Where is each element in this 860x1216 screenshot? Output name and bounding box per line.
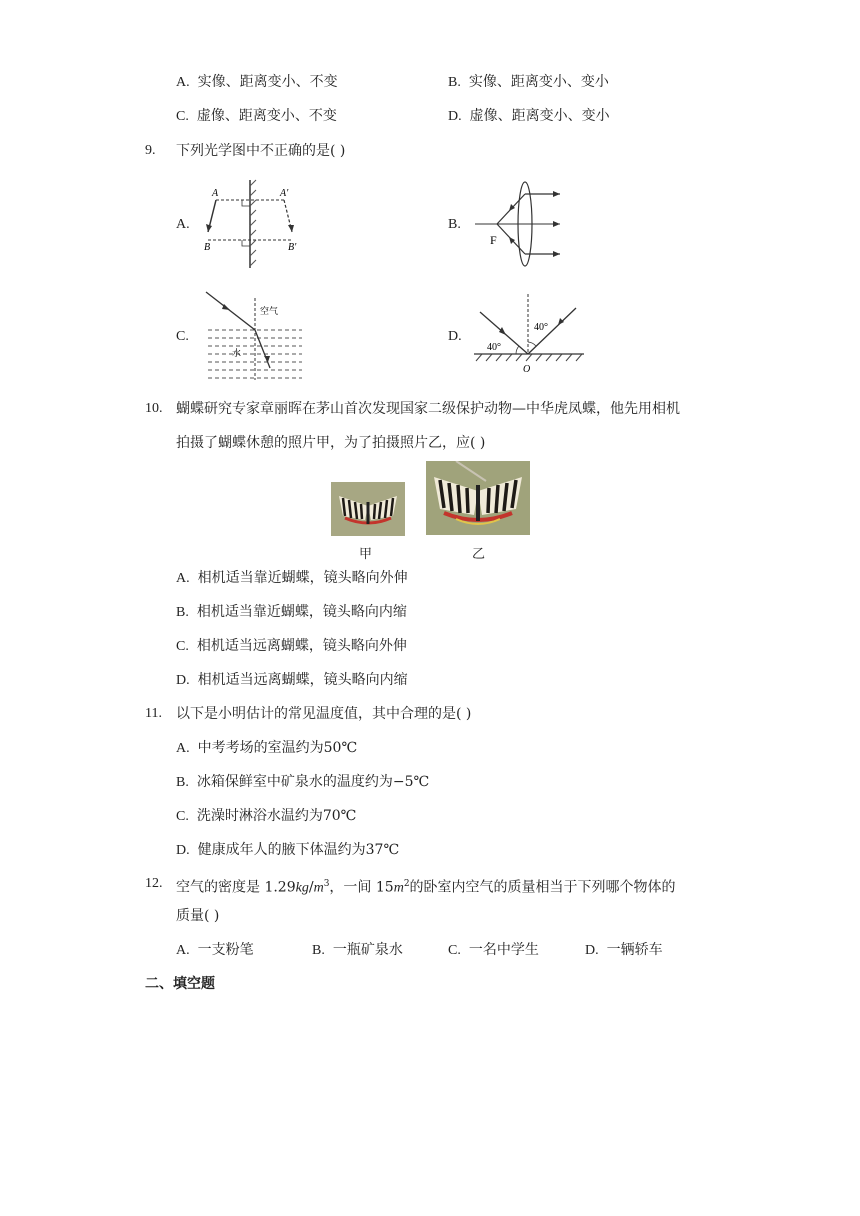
question-stem-line1: [176, 874, 676, 899]
option-text: 实像、距离变小、变小: [468, 74, 609, 90]
q8-option-c: [176, 106, 337, 127]
butterfly-photo-jia: [331, 482, 405, 536]
option-text: 一名中学生: [468, 942, 539, 958]
photo-caption-jia: 甲: [359, 547, 373, 562]
butterfly-photo-yi: [426, 461, 530, 535]
option-label: B.: [312, 943, 325, 958]
option-label: A.: [176, 741, 190, 756]
label-a: A: [212, 188, 219, 199]
q8-option-b: [448, 72, 609, 93]
question-number: 9.: [145, 143, 156, 158]
q12-option-c: [448, 940, 539, 961]
option-label: C.: [176, 639, 189, 654]
q12-option-b: [312, 940, 403, 961]
q10-option-c: [176, 636, 407, 657]
label-air: 空气: [260, 306, 279, 316]
section-title: 二、填空题: [145, 976, 215, 992]
label-f: F: [490, 233, 497, 247]
option-text: 相机适当靠近蝴蝶，镜头略向内缩: [196, 604, 407, 620]
label-angle-incident: 40°: [487, 342, 501, 353]
option-text: 冰箱保鲜室中矿泉水的温度约为−5℃: [196, 774, 430, 790]
unit-m: m: [393, 880, 404, 896]
option-text: 相机适当远离蝴蝶，镜头略向内缩: [197, 672, 408, 688]
option-text: 中考考场的室温约为50℃: [197, 740, 358, 756]
option-text: 一辆轿车: [606, 942, 663, 958]
q8-option-a: [176, 72, 338, 93]
option-label: C.: [176, 809, 189, 824]
q9-option-d-label: [448, 326, 470, 347]
q10-option-a: [176, 568, 408, 589]
question-stem-line1: 蝴蝶研究专家章丽晖在茅山首次发现国家二级保护动物—中华虎凤蝶，他先用相机: [176, 401, 680, 417]
option-label: D.: [585, 943, 599, 958]
question-stem: 以下是小明估计的常见温度值，其中合理的是( ): [176, 706, 472, 722]
unit-slash: /: [308, 879, 314, 896]
label-a-prime: A': [280, 188, 289, 199]
photo-caption-yi: 乙: [472, 547, 486, 562]
stem-part: 的卧室内空气的质量相当于下列哪个物体的: [409, 879, 676, 896]
label-angle-reflected: 40°: [534, 322, 548, 333]
unit-kg: kg: [295, 880, 309, 896]
label-o: O: [523, 364, 531, 375]
option-text: 虚像、距离变小、变小: [469, 108, 610, 124]
q9-option-b-label: [448, 214, 469, 235]
question-stem-line2: 拍摄了蝴蝶休憩的照片甲，为了拍摄照片乙，应( ): [176, 435, 486, 451]
option-label: D.: [448, 109, 462, 124]
q12-option-d: [585, 940, 663, 961]
refraction-diagram: [200, 288, 305, 384]
option-label: D.: [176, 673, 190, 688]
option-label: C.: [176, 329, 189, 344]
option-label: D.: [448, 329, 462, 344]
option-text: 虚像、距离变小、不变: [196, 108, 337, 124]
option-text: 实像、距离变小、不变: [197, 74, 338, 90]
question-number: 11.: [145, 706, 162, 721]
convex-lens-diagram: [475, 180, 565, 270]
option-label: C.: [448, 943, 461, 958]
option-label: A.: [176, 571, 190, 586]
q10-option-d: [176, 670, 408, 691]
option-text: 相机适当靠近蝴蝶，镜头略向外伸: [197, 570, 408, 586]
q11-option-a: [176, 738, 357, 759]
question-stem-line2: 质量( ): [176, 908, 220, 924]
question-stem: 下列光学图中不正确的是( ): [176, 143, 346, 159]
q11-option-b: [176, 772, 429, 793]
option-text: 一瓶矿泉水: [332, 942, 403, 958]
option-text: 一支粉笔: [197, 942, 254, 958]
option-label: A.: [176, 217, 190, 232]
option-label: B.: [448, 75, 461, 90]
q8-option-d: [448, 106, 610, 127]
option-label: B.: [176, 605, 189, 620]
plane-mirror-diagram: [198, 178, 308, 270]
stem-part: 空气的密度是 1.29: [176, 879, 296, 896]
label-water: 水: [232, 348, 242, 358]
option-label: C.: [176, 109, 189, 124]
q9-option-a-label: [176, 214, 198, 235]
label-b-prime: B': [288, 242, 297, 253]
exponent: 3: [323, 879, 330, 889]
option-label: B.: [176, 775, 189, 790]
option-label: D.: [176, 843, 190, 858]
question-number: 12.: [145, 876, 163, 891]
option-label: A.: [176, 943, 190, 958]
reflection-diagram: [472, 290, 587, 378]
option-text: 健康成年人的腋下体温约为37℃: [197, 842, 400, 858]
option-label: B.: [448, 217, 461, 232]
q10-option-b: [176, 602, 407, 623]
q12-option-a: [176, 940, 254, 961]
question-number: 10.: [145, 401, 163, 416]
stem-part: ，一间 15: [329, 879, 394, 896]
option-label: A.: [176, 75, 190, 90]
option-text: 相机适当远离蝴蝶，镜头略向外伸: [196, 638, 407, 654]
q11-option-d: [176, 840, 399, 861]
exponent: 2: [403, 879, 410, 889]
option-text: 洗澡时淋浴水温约为70℃: [196, 808, 357, 824]
q9-option-c-label: [176, 326, 197, 347]
label-b: B: [204, 242, 211, 253]
q11-option-c: [176, 806, 356, 827]
unit-m: m: [313, 880, 324, 896]
